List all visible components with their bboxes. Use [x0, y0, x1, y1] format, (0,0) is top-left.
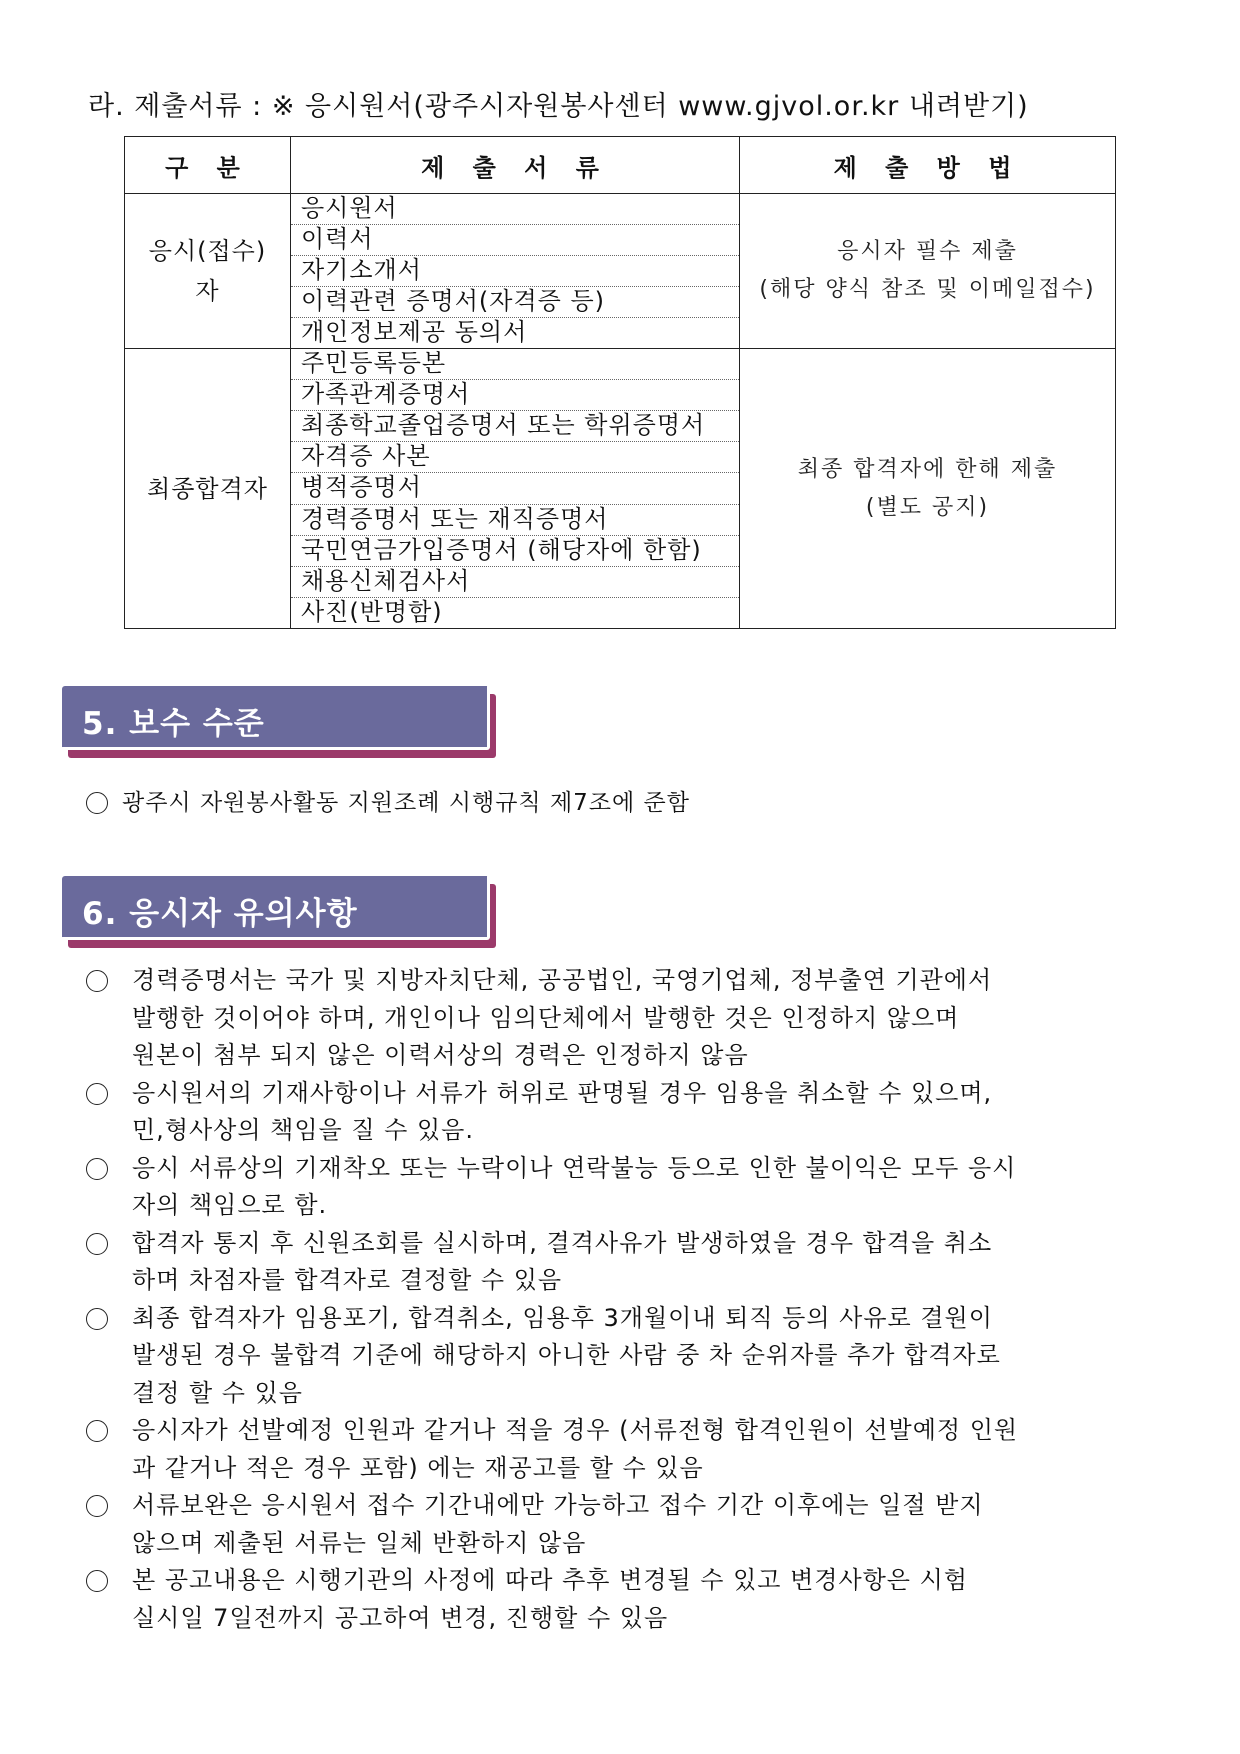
category-final-passer	[125, 349, 291, 629]
doc-item: 경력증명서 또는 재직증명서	[291, 505, 739, 536]
circle-bullet-icon	[86, 792, 108, 814]
note-line: 발행한 것이어야 하며, 개인이나 임의단체에서 발행한 것은 인정하지 않으며	[132, 1003, 960, 1032]
circle-bullet-icon	[86, 1420, 108, 1442]
note-line: 응시 서류상의 기재착오 또는 누락이나 연락불능 등으로 인한 불이익은 모두 응시	[132, 1153, 1017, 1182]
method-final-passer	[740, 349, 1116, 629]
note-line: 합격자 통지 후 신원조회를 실시하며, 결격사유가 발생하였을 경우 합격을 취소	[132, 1228, 993, 1257]
section5-banner	[62, 686, 492, 750]
method-final-passer-line1: 최종 합격자에 한해 제출	[797, 456, 1058, 482]
table-header-row	[125, 137, 1116, 194]
section6-notes	[86, 962, 1166, 1637]
note-line: 발생된 경우 불합격 기준에 해당하지 아니한 사람 중 차 순위자를 추가 합격자로	[132, 1341, 1001, 1369]
note-line: 자의 책임으로 함.	[132, 1191, 328, 1219]
doc-item: 개인정보제공 동의서	[301, 318, 528, 346]
section-ra-title: 라. 제출서류 : ※ 응시원서(광주시자원봉사센터 www.gjvol.or.kr 내려받기)	[88, 91, 1029, 122]
table-row-applicant	[125, 194, 1116, 349]
circle-bullet-icon	[86, 1083, 108, 1105]
category-applicant-line2: 자	[195, 277, 220, 305]
note-line: 민,형사상의 책임을 질 수 있음.	[132, 1116, 474, 1144]
note-item	[86, 1225, 1166, 1300]
note-line: 않으며 제출된 서류는 일체 반환하지 않음	[132, 1528, 587, 1557]
doc-item: 자기소개서	[291, 256, 739, 287]
method-final-passer-line2: (별도 공지)	[865, 494, 990, 520]
note-line: 응시원서의 기재사항이나 서류가 허위로 판명될 경우 임용을 취소할 수 있으며,	[132, 1078, 993, 1107]
doc-item: 채용신체검사서	[291, 567, 739, 598]
note-item	[86, 1562, 1166, 1637]
doc-item: 국민연금가입증명서 (해당자에 한함)	[291, 536, 739, 567]
doc-item: 병적증명서	[291, 473, 739, 504]
submission-documents-table	[124, 136, 1116, 629]
note-line: 실시일 7일전까지 공고하여 변경, 진행할 수 있음	[132, 1603, 669, 1632]
note-line: 과 같거나 적은 경우 포함) 에는 재공고를 할 수 있음	[132, 1453, 704, 1482]
section5-bullet	[86, 784, 690, 817]
note-line: 하며 차점자를 합격자로 결정할 수 있음	[132, 1266, 563, 1294]
note-item	[86, 1075, 1166, 1150]
method-applicant-line1: 응시자 필수 제출	[837, 239, 1018, 264]
doc-item: 가족관계증명서	[291, 380, 739, 411]
circle-bullet-icon	[86, 1308, 108, 1330]
note-line: 원본이 첨부 되지 않은 이력서상의 경력은 인정하지 않음	[132, 1041, 749, 1069]
doc-item: 주민등록등본	[291, 349, 739, 380]
doc-item: 최종학교졸업증명서 또는 학위증명서	[291, 411, 739, 442]
documents-applicant	[291, 194, 740, 349]
note-line: 응시자가 선발예정 인원과 같거나 적을 경우 (서류전형 합격인원이 선발예정 인원	[132, 1416, 1019, 1444]
documents-final-passer	[291, 349, 740, 629]
section5-title: 5. 보수 수준	[82, 706, 265, 742]
note-line: 최종 합격자가 임용포기, 합격취소, 임용후 3개월이내 퇴직 등의 사유로 결원이	[132, 1303, 993, 1332]
header-category: 구 분	[125, 137, 291, 194]
note-item	[86, 1300, 1166, 1413]
circle-bullet-icon	[86, 1233, 108, 1255]
note-line: 본 공고내용은 시행기관의 사정에 따라 추후 변경될 수 있고 변경사항은 시험	[132, 1566, 968, 1594]
circle-bullet-icon	[86, 1495, 108, 1517]
doc-item: 이력관련 증명서(자격증 등)	[291, 287, 739, 318]
header-method: 제 출 방 법	[740, 137, 1116, 194]
category-applicant	[125, 194, 291, 349]
note-line: 서류보완은 응시원서 접수 기간내에만 가능하고 접수 기간 이후에는 일절 받지	[132, 1491, 984, 1519]
section6-title: 6. 응시자 유의사항	[82, 896, 358, 932]
header-documents: 제 출 서 류	[291, 137, 740, 194]
section6-banner	[62, 876, 492, 940]
method-applicant-line2: (해당 양식 참조 및 이메일접수)	[759, 277, 1096, 302]
table-row-final-passer	[125, 349, 1116, 629]
category-final-passer-label: 최종합격자	[147, 474, 268, 503]
note-item	[86, 962, 1166, 1075]
note-item	[86, 1412, 1166, 1487]
doc-item: 응시원서	[291, 194, 739, 225]
section5-bullet-text: 광주시 자원봉사활동 지원조례 시행규칙 제7조에 준함	[122, 790, 690, 816]
note-line: 결정 할 수 있음	[132, 1378, 303, 1407]
doc-item: 사진(반명함)	[301, 597, 443, 626]
note-item	[86, 1487, 1166, 1562]
doc-item: 자격증 사본	[291, 442, 739, 473]
category-applicant-line1: 응시(접수)	[148, 237, 267, 265]
note-line: 경력증명서는 국가 및 지방자치단체, 공공법인, 국영기업체, 정부출연 기관에서	[132, 966, 993, 994]
doc-item: 이력서	[291, 225, 739, 256]
circle-bullet-icon	[86, 970, 108, 992]
method-applicant	[740, 194, 1116, 349]
circle-bullet-icon	[86, 1158, 108, 1180]
circle-bullet-icon	[86, 1570, 108, 1592]
note-item	[86, 1150, 1166, 1225]
